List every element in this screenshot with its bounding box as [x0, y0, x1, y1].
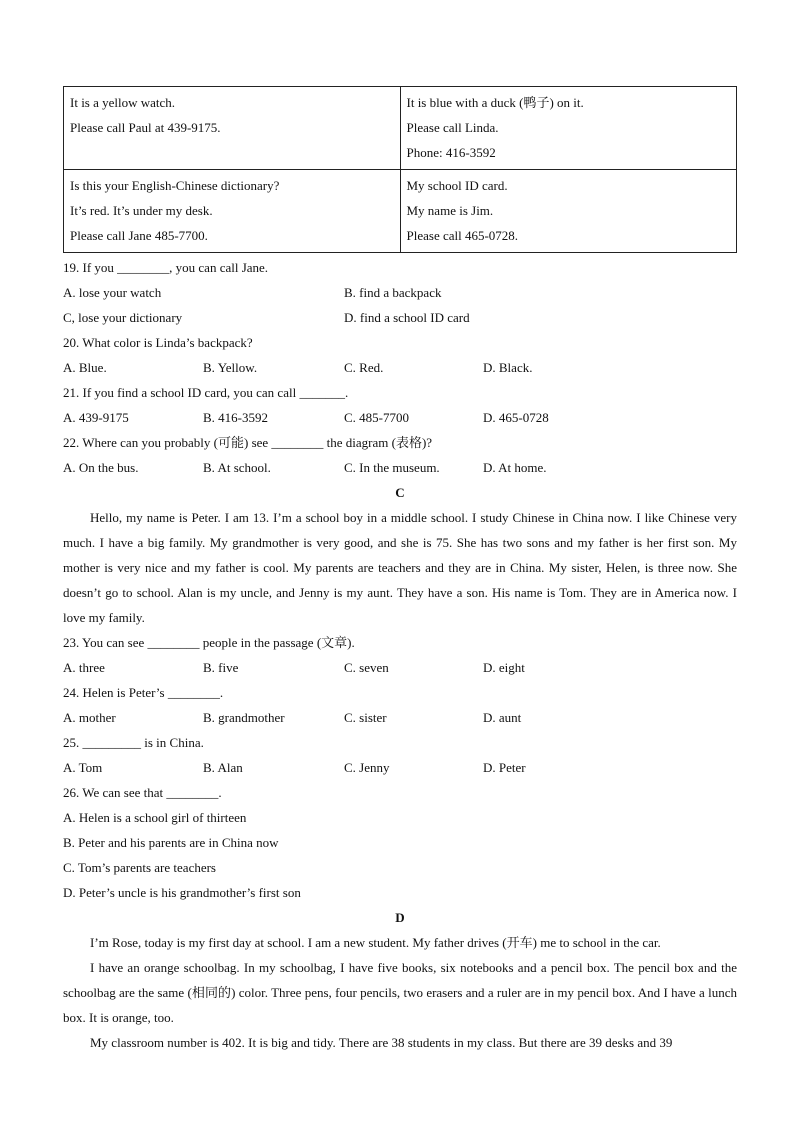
option-d[interactable]: D. Peter — [483, 760, 526, 775]
notice-line: It is blue with a duck (鸭子) on it. — [406, 95, 584, 110]
option-a[interactable]: A. Blue. — [63, 360, 107, 375]
question-21-stem: 21. If you find a school ID card, you can call _______. — [63, 385, 349, 400]
question-19-options-row-2 — [63, 305, 737, 330]
option-a[interactable]: A. On the bus. — [63, 460, 139, 475]
option-c[interactable]: C. Jenny — [344, 760, 390, 775]
notice-jane — [64, 170, 401, 253]
option-b[interactable]: B. grandmother — [203, 710, 285, 725]
question-19-stem: 19. If you ________, you can call Jane. — [63, 260, 269, 275]
question-21-options — [63, 405, 737, 430]
notice-line: Is this your English-Chinese dictionary? — [70, 178, 280, 193]
option-d[interactable]: D. eight — [483, 660, 525, 675]
question-26-stem: 26. We can see that ________. — [63, 785, 222, 800]
option-c[interactable]: C. sister — [344, 710, 387, 725]
notice-line: Please call Paul at 439-9175. — [70, 120, 221, 135]
option-d[interactable]: D. 465-0728 — [483, 410, 549, 425]
option-b[interactable]: B. Peter and his parents are in China now — [63, 835, 279, 850]
option-a[interactable]: A. mother — [63, 710, 116, 725]
option-d[interactable]: D. aunt — [483, 710, 522, 725]
question-19-options-row-1 — [63, 280, 737, 305]
option-d[interactable]: D. find a school ID card — [344, 310, 470, 325]
option-a[interactable]: A. 439-9175 — [63, 410, 129, 425]
option-d[interactable]: D. At home. — [483, 460, 547, 475]
option-c[interactable]: C. Tom’s parents are teachers — [63, 860, 216, 875]
option-a[interactable]: A. three — [63, 660, 105, 675]
notice-line: My school ID card. — [406, 178, 508, 193]
question-22-options — [63, 455, 737, 480]
notice-line: My name is Jim. — [406, 203, 494, 218]
notice-linda — [400, 87, 737, 170]
question-24-stem: 24. Helen is Peter’s ________. — [63, 685, 224, 700]
question-22-stem: 22. Where can you probably (可能) see ________ the diagram (表格)? — [63, 435, 433, 450]
question-23-options — [63, 655, 737, 680]
question-20-options — [63, 355, 737, 380]
question-25-options — [63, 755, 737, 780]
option-d[interactable]: D. Black. — [483, 360, 533, 375]
question-25-stem: 25. _________ is in China. — [63, 735, 204, 750]
notice-line: Please call 465-0728. — [406, 228, 519, 243]
passage-c: Hello, my name is Peter. I am 13. I’m a school boy in a middle school. I study Chinese in China now. I like Chinese very much. I have a big family. My grandmother is very good, and she is 75. She has two sons and my father is her first son. My mother is very nice and my father is cool. My parents are teachers and they are in China. My sister, Helen, is three now. She doesn’t go to school. Alan is my uncle, and Jenny is my aunt. They have a son. His name is Tom. They are in America now. I love my family. — [63, 510, 737, 625]
option-c[interactable]: C. In the museum. — [344, 460, 440, 475]
option-b[interactable]: B. find a backpack — [344, 285, 442, 300]
option-a[interactable]: A. Tom — [63, 760, 103, 775]
option-b[interactable]: B. 416-3592 — [203, 410, 268, 425]
table-row — [64, 87, 737, 170]
option-c[interactable]: C. seven — [344, 660, 389, 675]
question-24-options — [63, 705, 737, 730]
option-b[interactable]: B. Alan — [203, 760, 243, 775]
notice-line: Phone: 416-3592 — [406, 145, 496, 160]
passage-d-paragraph: I’m Rose, today is my first day at school. I am a new student. My father drives (开车) me to school in the car. — [90, 935, 661, 950]
passage-d-paragraph: I have an orange schoolbag. In my schoolbag, I have five books, six notebooks and a pencil box. The pencil box and the schoolbag are the same (相同的) color. Three pens, four pencils, two erasers and a ruler are in my pencil box. And I have a lunch box. It is orange, too. — [63, 960, 737, 1025]
question-23-stem: 23. You can see ________ people in the passage (文章). — [63, 635, 355, 650]
notice-line: Please call Jane 485-7700. — [70, 228, 208, 243]
question-20-stem: 20. What color is Linda’s backpack? — [63, 335, 253, 350]
option-c[interactable]: C, lose your dictionary — [63, 310, 183, 325]
option-b[interactable]: B. Yellow. — [203, 360, 258, 375]
notice-jim — [400, 170, 737, 253]
table-row — [64, 170, 737, 253]
option-a[interactable]: A. lose your watch — [63, 285, 162, 300]
option-b[interactable]: B. At school. — [203, 460, 271, 475]
notice-line: It is a yellow watch. — [70, 95, 176, 110]
option-d[interactable]: D. Peter’s uncle is his grandmother’s first son — [63, 885, 301, 900]
exam-page — [63, 86, 737, 1055]
section-c-heading: C — [395, 485, 405, 500]
option-a[interactable]: A. Helen is a school girl of thirteen — [63, 810, 247, 825]
lost-and-found-table — [63, 86, 737, 253]
notice-line: It’s red. It’s under my desk. — [70, 203, 213, 218]
section-d-heading: D — [395, 910, 405, 925]
notice-line: Please call Linda. — [406, 120, 499, 135]
option-c[interactable]: C. 485-7700 — [344, 410, 409, 425]
option-c[interactable]: C. Red. — [344, 360, 384, 375]
notice-paul — [64, 87, 401, 170]
option-b[interactable]: B. five — [203, 660, 239, 675]
passage-d-paragraph: My classroom number is 402. It is big and tidy. There are 38 students in my class. But there are 39 desks and 39 — [90, 1035, 673, 1050]
